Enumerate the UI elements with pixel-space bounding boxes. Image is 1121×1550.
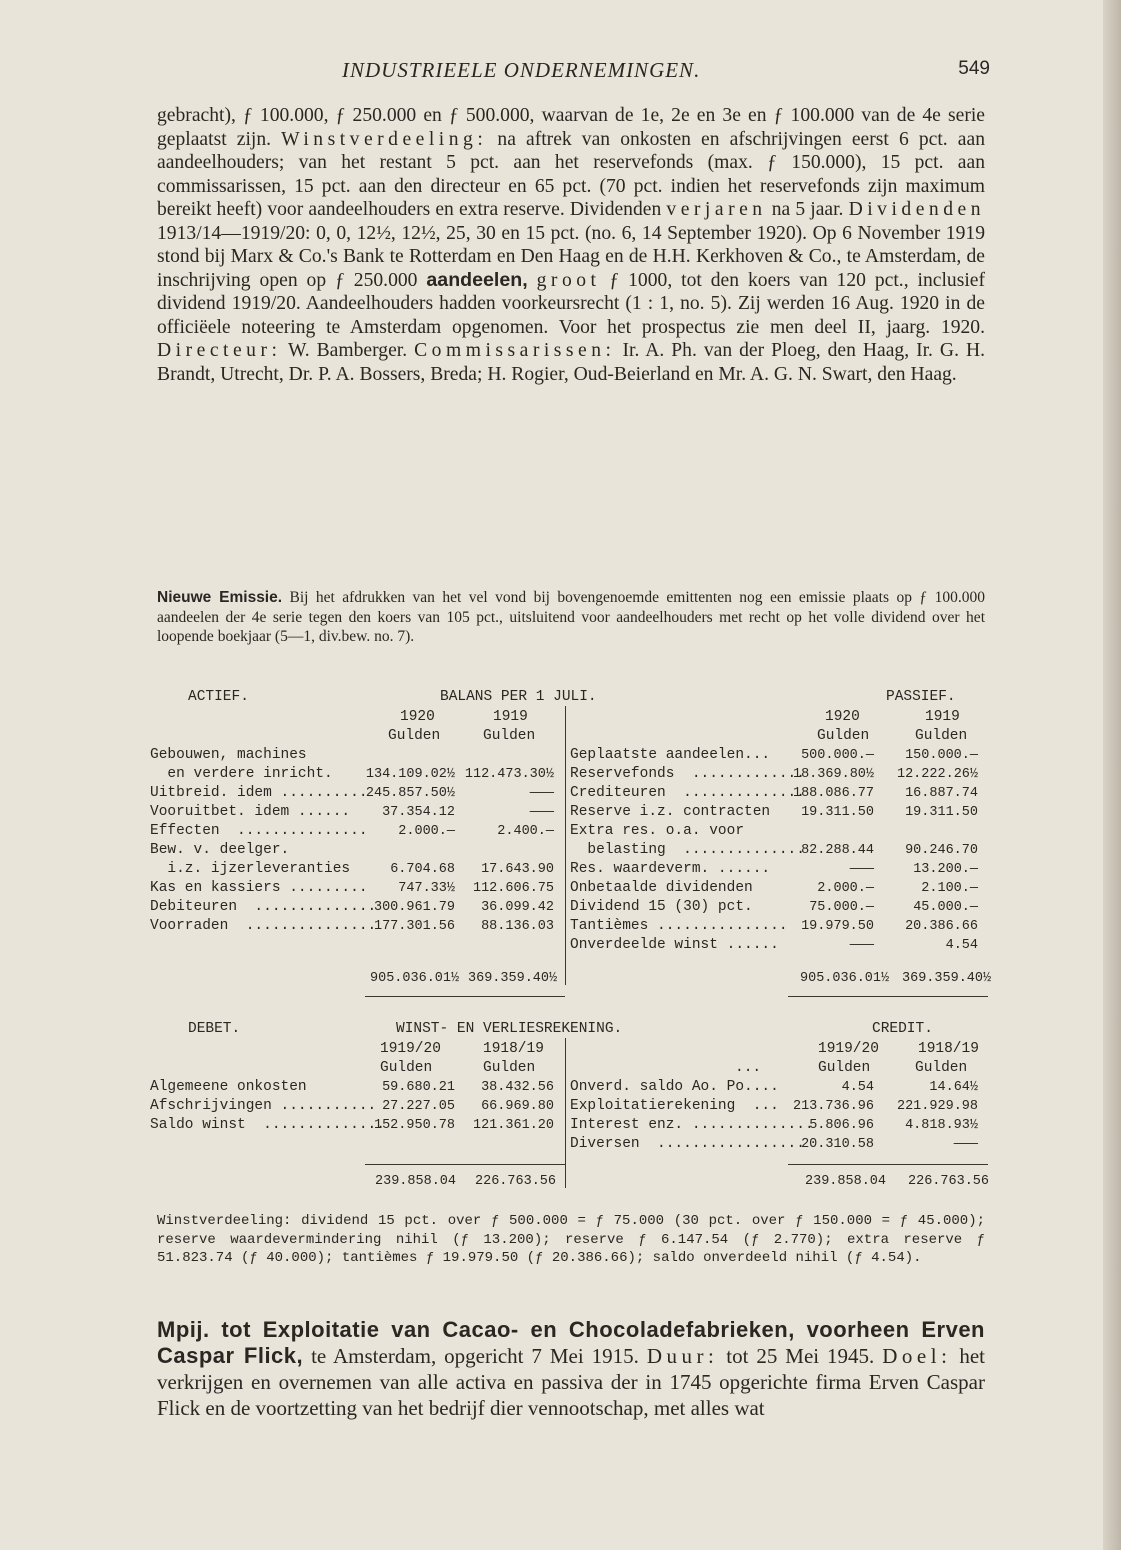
left-value-1: 2.000.—: [398, 824, 455, 839]
text-run: [528, 270, 537, 291]
balans-totals-row: [150, 969, 990, 991]
winst-body: [150, 1078, 990, 1154]
left-value-1: 6.704.68: [390, 862, 455, 877]
right-value-1: 82.288.44: [801, 843, 874, 858]
table-row: [150, 803, 990, 822]
right-label: Crediteuren ..............: [570, 785, 805, 801]
right-value-1: 5.806.96: [809, 1118, 874, 1133]
total-rule: [788, 996, 988, 997]
left-value-1: 747.33½: [398, 881, 455, 896]
total-rule: [788, 1164, 988, 1165]
text-run: W. Bamberger.: [281, 340, 415, 361]
left-value-2: 88.136.03: [481, 919, 554, 934]
balans-title: BALANS PER 1 JULI.: [440, 689, 597, 705]
unit-label: Gulden: [818, 1060, 871, 1076]
right-label: Tantièmes ...............: [570, 918, 788, 934]
text-run: te Amsterdam, opgericht 7 Mei 1915.: [303, 1344, 647, 1368]
left-value-1: 37.354.12: [382, 805, 455, 820]
right-value-2: ———: [953, 1137, 978, 1152]
left-value-1: 245.857.50½: [365, 786, 455, 801]
right-value-2: 4.818.93½: [905, 1118, 978, 1133]
balans-unit-row: [150, 727, 990, 746]
right-value-1: 18.369.80½: [792, 767, 874, 782]
right-label: Onverd. saldo Ao. Po....: [570, 1079, 779, 1095]
term-verjaren: verjaren: [666, 199, 767, 220]
left-value-2: 121.361.20: [472, 1118, 554, 1133]
table-row: [150, 784, 990, 803]
table-row: [150, 765, 990, 784]
winst-year-row: [150, 1040, 990, 1059]
balans-table: [150, 688, 990, 991]
table-row: [150, 1135, 990, 1154]
left-value-2: 2.400.—: [497, 824, 554, 839]
left-label: Afschrijvingen ...........: [150, 1098, 377, 1114]
total-value: 905.036.01½: [800, 971, 890, 986]
right-value-2: 45.000.—: [913, 900, 978, 915]
column-divider: [565, 1154, 566, 1188]
right-value-1: 213.736.96: [792, 1099, 874, 1114]
left-label: Algemeene onkosten: [150, 1079, 307, 1095]
right-value-2: 13.200.—: [913, 862, 978, 877]
company-entry-paragraph: [157, 1317, 985, 1421]
table-row: [150, 1116, 990, 1135]
winst-title: WINST- EN VERLIESREKENING.: [396, 1021, 623, 1037]
total-rule: [365, 1164, 565, 1165]
nieuwe-emissie-label: Nieuwe Emissie.: [157, 589, 283, 606]
debet-title: DEBET.: [188, 1021, 241, 1037]
right-label: Dividend 15 (30) pct.: [570, 899, 753, 915]
term-commissarissen: Commissarissen:: [414, 340, 616, 361]
unit-label: Gulden: [483, 728, 536, 744]
right-value-2: 2.100.—: [921, 881, 978, 896]
right-label: Exploitatierekening ...: [570, 1098, 779, 1114]
credit-title: CREDIT.: [872, 1021, 933, 1037]
book-spine-shadow: [1103, 0, 1121, 1550]
right-label: belasting ..............: [570, 842, 805, 858]
left-label: Effecten ...............: [150, 823, 368, 839]
right-value-2: 4.54: [945, 938, 978, 953]
text-run: 1913/14—1919/20: 0, 0, 12½, 12½, 25, 30 en 15 pct. (no. 6, 14 September 1920). Op 6 November 1919 stond bij Marx & Co.'s Bank te Rotterdam en Den Haag en de H.H. Kerkhoven & Co., te Amsterdam, de inschrijving open op ƒ 250.000: [157, 222, 985, 291]
year-label: 1918/19: [483, 1041, 544, 1057]
term-winstverdeeling: Winstverdeeling:: [281, 128, 488, 150]
total-value: 905.036.01½: [370, 971, 460, 986]
total-value: 369.359.40½: [902, 971, 992, 986]
unit-dots: ...: [735, 1060, 762, 1076]
left-label: Vooruitbet. idem ......: [150, 804, 351, 820]
unit-label: Gulden: [915, 728, 968, 744]
left-value-1: 27.227.05: [382, 1099, 455, 1114]
table-row: [150, 860, 990, 879]
table-row: [150, 822, 990, 841]
left-value-1: 300.961.79: [373, 900, 455, 915]
unit-label: Gulden: [380, 1060, 433, 1076]
winstverdeeling-paragraph: Winstverdeeling: dividend 15 pct. over ƒ 500.000 = ƒ 75.000 (30 pct. over ƒ 150.000 = ƒ 45.000); reserve waardevermindering nihil (ƒ 13.200); reserve ƒ 6.147.54 (ƒ 2.770); extra reserve ƒ 51.823.74 (ƒ 40.000); tantièmes ƒ 19.979.50 (ƒ 20.386.66); saldo onverdeeld nihil (ƒ 4.54).: [157, 1213, 985, 1266]
right-value-2: 90.246.70: [905, 843, 978, 858]
left-label: Bew. v. deelger.: [150, 842, 290, 858]
total-value: 239.858.04: [375, 1174, 457, 1189]
left-value-2: 36.099.42: [481, 900, 554, 915]
total-rule: [365, 996, 565, 997]
term-duur: Duur:: [646, 1344, 719, 1368]
left-label: Uitbreid. idem ..........: [150, 785, 368, 801]
text-run: ƒ 1000, tot den koers van 120 pct., inclusief dividend 1919/20. Aandeelhouders hadden voorkeursrecht (1 : 1, no. 5). Zij werden 16 Aug. 1920 in de officiëele noteering te Amsterdam opgenomen. Voor het prospectus zie men deel II, jaarg. 1920.: [157, 269, 985, 338]
right-value-1: 500.000.—: [801, 748, 874, 763]
page-number: 549: [958, 58, 990, 79]
year-label: 1919/20: [818, 1041, 879, 1057]
nieuwe-emissie-note: [157, 588, 985, 647]
table-row: [150, 879, 990, 898]
right-value-1: ———: [849, 938, 874, 953]
left-value-2: ———: [529, 805, 554, 820]
right-value-1: 19.979.50: [801, 919, 874, 934]
table-row: [150, 936, 990, 955]
right-value-1: 2.000.—: [817, 881, 874, 896]
right-label: Reserve i.z. contracten: [570, 804, 771, 820]
text-run: Ir. A. Ph. van der Ploeg, den Haag, Ir. G. H. Brandt, Utrecht, Dr. P. A. Bossers, Breda; H. Rogier, Oud-Beierland en Mr. A. G. N. Swart, den Haag.: [157, 340, 985, 385]
winst-unit-row: [150, 1059, 990, 1078]
total-value: 239.858.04: [805, 1174, 887, 1189]
table-row: [150, 917, 990, 936]
right-value-2: 16.887.74: [905, 786, 978, 801]
right-value-2: 14.64½: [929, 1080, 978, 1095]
balans-body: [150, 746, 990, 955]
year-label: 1919: [493, 709, 528, 725]
right-label: Extra res. o.a. voor: [570, 823, 745, 839]
right-label: Geplaatste aandeelen...: [570, 747, 771, 763]
left-value-1: 152.950.78: [373, 1118, 455, 1133]
right-value-2: 12.222.26½: [896, 767, 978, 782]
left-label: Debiteuren ..............: [150, 899, 377, 915]
total-value: 226.763.56: [475, 1174, 557, 1189]
left-value-2: 66.969.80: [481, 1099, 554, 1114]
left-value-2: 112.473.30½: [464, 767, 554, 782]
right-value-1: ———: [849, 862, 874, 877]
nieuwe-emissie-text: Bij het afdrukken van het vel vond bij bovengenoemde emittenten nog een emissie plaats op ƒ 100.000 aandeelen der 4e serie tegen den koers van 105 pct., uitsluitend voor aandeelhouders met recht op het volle dividend over het loopende boekjaar (5—1, div.bew. no. 7).: [157, 589, 985, 645]
unit-label: Gulden: [817, 728, 870, 744]
balans-title-row: [150, 688, 990, 708]
right-value-1: 188.086.77: [792, 786, 874, 801]
text-run: na aftrek van onkosten en afschrijvingen eerst 6 pct. aan aandeelhouders; van het restant 5 pct. aan het reservefonds (max. ƒ 150.000), 15 pct. aan commissarissen, 15 pct. aan den directeur en 65 pct. (70 pct. indien het reservefonds zijn maximum bereikt heeft) voor aandeelhouders en extra reserve. Dividenden: [157, 128, 985, 220]
left-label: Voorraden ...............: [150, 918, 377, 934]
year-label: 1918/19: [918, 1041, 979, 1057]
right-label: Res. waardeverm. ......: [570, 861, 771, 877]
right-label: Diversen .................: [570, 1136, 805, 1152]
left-value-1: 59.680.21: [382, 1080, 455, 1095]
right-value-2: 19.311.50: [905, 805, 978, 820]
company-name: Mpij. tot Exploitatie van Cacao- en Chocoladefabrieken, voorheen Erven Caspar Flick,: [157, 1317, 985, 1368]
table-row: [150, 898, 990, 917]
right-label: Interest enz. ..............: [570, 1117, 814, 1133]
left-value-1: 177.301.56: [373, 919, 455, 934]
term-groot: groot: [536, 269, 601, 291]
right-value-1: 75.000.—: [809, 900, 874, 915]
page-header: [150, 58, 990, 90]
winst-table: [150, 1020, 990, 1194]
text-run: het verkrijgen en overnemen van alle activa en passiva der in 1745 opgerichte firma Erven Caspar Flick en de voortzetting van het bedrijf dier vennootschap, met alles wat: [157, 1344, 985, 1420]
actief-title: ACTIEF.: [188, 689, 249, 705]
text-run: gebracht), ƒ 100.000, ƒ 250.000 en ƒ 500.000, waarvan de 1e, 2e en 3e en ƒ 100.000 van de 4e serie geplaatst zijn.: [157, 105, 985, 150]
running-title: INDUSTRIEELE ONDERNEMINGEN.: [342, 58, 701, 82]
table-row: [150, 1097, 990, 1116]
right-value-2: 221.929.98: [896, 1099, 978, 1114]
total-value: 369.359.40½: [468, 971, 558, 986]
term-doel: Doel:: [882, 1344, 952, 1368]
year-label: 1920: [400, 709, 435, 725]
unit-label: Gulden: [915, 1060, 968, 1076]
left-label: i.z. ijzerleveranties: [150, 861, 351, 877]
term-directeur: Directeur:: [157, 340, 282, 361]
passief-title: PASSIEF.: [886, 689, 956, 705]
term-aandeelen: aandeelen,: [426, 268, 528, 291]
right-label: Reservefonds .............: [570, 766, 805, 782]
text-run: na 5 jaar.: [766, 199, 849, 220]
year-label: 1919: [925, 709, 960, 725]
left-label: Kas en kassiers .........: [150, 880, 368, 896]
right-value-2: 20.386.66: [905, 919, 978, 934]
left-label: Saldo winst ..............: [150, 1117, 385, 1133]
left-label: en verdere inricht.: [150, 766, 333, 782]
right-value-1: 19.311.50: [801, 805, 874, 820]
year-label: 1920: [825, 709, 860, 725]
right-value-1: 20.310.58: [801, 1137, 874, 1152]
winst-totals-row: [150, 1172, 990, 1194]
term-dividenden: Dividenden: [848, 199, 985, 220]
right-label: Onverdeelde winst ......: [570, 937, 779, 953]
balans-year-row: [150, 708, 990, 727]
table-row: [150, 1078, 990, 1097]
left-value-1: 134.109.02½: [365, 767, 455, 782]
left-value-2: 17.643.90: [481, 862, 554, 877]
left-label: Gebouwen, machines: [150, 747, 307, 763]
left-value-2: 112.606.75: [472, 881, 554, 896]
column-divider: [565, 955, 566, 985]
company-description-paragraph: [157, 104, 985, 386]
left-value-2: 38.432.56: [481, 1080, 554, 1095]
total-value: 226.763.56: [908, 1174, 990, 1189]
right-value-1: 4.54: [841, 1080, 874, 1095]
table-row: [150, 841, 990, 860]
right-value-2: 150.000.—: [905, 748, 978, 763]
unit-label: Gulden: [388, 728, 441, 744]
text-run: tot 25 Mei 1945.: [718, 1344, 883, 1368]
year-label: 1919/20: [380, 1041, 441, 1057]
winst-title-row: [150, 1020, 990, 1040]
left-value-2: ———: [529, 786, 554, 801]
right-label: Onbetaalde dividenden: [570, 880, 753, 896]
table-row: [150, 746, 990, 765]
unit-label: Gulden: [483, 1060, 536, 1076]
